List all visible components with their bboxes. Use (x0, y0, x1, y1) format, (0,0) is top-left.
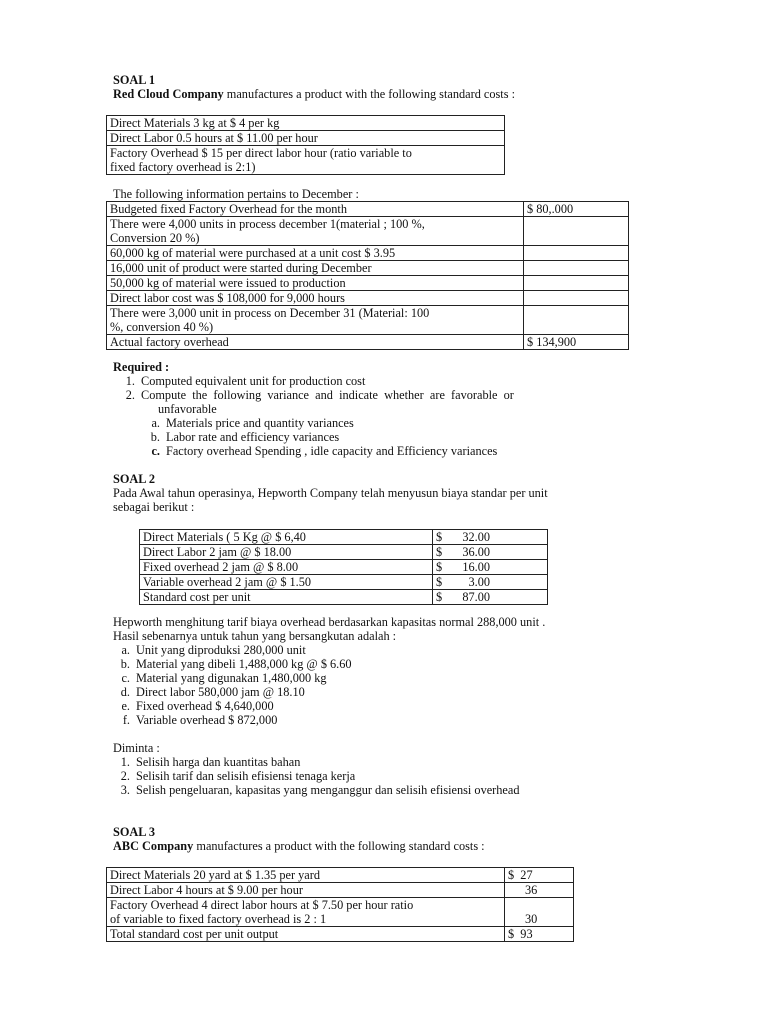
table-cell: Direct Materials ( 5 Kg @ $ 6,40 (140, 530, 433, 545)
list-text: Materials price and quantity variances (166, 416, 354, 430)
list-marker: 3. (120, 783, 130, 797)
list-marker: c. (151, 444, 160, 458)
table-row (107, 246, 629, 261)
table-cell: Fixed overhead 2 jam @ $ 8.00 (140, 560, 433, 575)
list-text: Material yang dibeli 1,488,000 kg @ $ 6.60 (136, 657, 352, 671)
soal3-heading: SOAL 3 (113, 825, 156, 839)
table-row (107, 883, 574, 898)
currency: $ (436, 545, 443, 559)
currency: $ (436, 530, 443, 544)
table-cell: $ 80,.000 (524, 202, 629, 217)
table-cell (505, 898, 574, 927)
soal2-diminta-label: Diminta : (113, 741, 160, 755)
list-item (108, 755, 300, 769)
soal2-paragraph-line2: Hasil sebenarnya untuk tahun yang bersangkutan adalah : (113, 629, 397, 643)
list-text: Fixed overhead $ 4,640,000 (136, 699, 274, 713)
list-text: Unit yang diproduksi 280,000 unit (136, 643, 306, 657)
list-item (138, 444, 497, 458)
amount: 87.00 (462, 590, 490, 604)
soal2-intro-line1: Pada Awal tahun operasinya, Hepworth Company telah menyusun biaya standar per unit (113, 486, 548, 500)
table-row (107, 291, 629, 306)
table-cell (524, 276, 629, 291)
table-cell-line: There were 3,000 unit in process on December 31 (Material: 100 (110, 306, 430, 320)
list-marker: a. (151, 416, 160, 430)
table-cell (524, 217, 629, 246)
table-cell-line: Conversion 20 %) (110, 231, 200, 245)
soal1-heading: SOAL 1 (113, 73, 156, 87)
table-row (140, 530, 548, 545)
soal2-paragraph-line1: Hepworth menghitung tarif biaya overhead berdasarkan kapasitas normal 288,000 unit . (113, 615, 546, 629)
list-item (108, 643, 306, 657)
table-cell: $ 27 (505, 868, 574, 883)
table-cell: Direct Labor 2 jam @ $ 18.00 (140, 545, 433, 560)
soal3-intro (113, 839, 485, 853)
table-cell: Direct labor cost was $ 108,000 for 9,000 hours (107, 291, 524, 306)
list-text: Computed equivalent unit for production cost (141, 374, 366, 388)
table-cell (433, 545, 548, 560)
list-marker: 1. (125, 374, 135, 388)
list-marker: c. (121, 671, 130, 685)
table-cell-line: of variable to fixed factory overhead is 2 : 1 (110, 912, 327, 926)
currency: $ (436, 575, 443, 589)
table-row (107, 261, 629, 276)
table-cell: $ 134,900 (524, 335, 629, 350)
list-text-continuation: unfavorable (158, 402, 217, 416)
amount: 30 (525, 912, 538, 926)
table-cell: 60,000 kg of material were purchased at a unit cost $ 3.95 (107, 246, 524, 261)
table-cell (433, 590, 548, 605)
list-item (108, 699, 274, 713)
table-cell: Direct Materials 3 kg at $ 4 per kg (107, 116, 505, 131)
soal1-info-table (106, 201, 629, 350)
table-cell-line: fixed factory overhead is 2:1) (110, 160, 256, 174)
soal1-standard-table (106, 115, 505, 175)
table-row (140, 545, 548, 560)
table-cell (107, 217, 524, 246)
list-marker: 1. (120, 755, 130, 769)
amount: 3.00 (468, 575, 490, 589)
table-cell-line: Factory Overhead 4 direct labor hours at $ 7.50 per hour ratio (110, 898, 414, 912)
table-cell (433, 530, 548, 545)
table-cell: Direct Labor 0.5 hours at $ 11.00 per hour (107, 131, 505, 146)
table-cell: Direct Labor 4 hours at $ 9.00 per hour (107, 883, 505, 898)
amount: 36.00 (462, 545, 490, 559)
table-row (107, 898, 574, 927)
soal2-intro-line2: sebagai berikut : (113, 500, 195, 514)
table-cell: Standard cost per unit (140, 590, 433, 605)
amount: 16.00 (462, 560, 490, 574)
list-item (108, 657, 352, 671)
soal2-standard-table (139, 529, 548, 605)
table-cell: $ 93 (505, 927, 574, 942)
amount: 36 (525, 883, 538, 897)
list-marker: d. (120, 685, 130, 699)
list-text: Selish pengeluaran, kapasitas yang menganggur dan selisih efisiensi overhead (136, 783, 520, 797)
table-row (107, 335, 629, 350)
list-text: Compute the following variance and indicate whether are favorable or (141, 388, 514, 402)
table-cell (524, 246, 629, 261)
list-item (108, 769, 355, 783)
table-cell (107, 898, 505, 927)
list-item (108, 713, 277, 727)
list-text: Direct labor 580,000 jam @ 18.10 (136, 685, 305, 699)
table-cell (433, 560, 548, 575)
list-item (113, 374, 365, 388)
table-cell (524, 261, 629, 276)
list-marker: b. (120, 657, 130, 671)
soal1-info-intro: The following information pertains to December : (113, 187, 359, 201)
currency: $ (436, 560, 443, 574)
table-cell: Direct Materials 20 yard at $ 1.35 per yard (107, 868, 505, 883)
table-cell: Variable overhead 2 jam @ $ 1.50 (140, 575, 433, 590)
soal3-intro-text: manufactures a product with the following standard costs : (196, 839, 485, 853)
amount: 32.00 (462, 530, 490, 544)
table-row (107, 217, 629, 246)
soal3-standard-table (106, 867, 574, 942)
list-marker: 2. (120, 769, 130, 783)
soal1-intro-text: manufactures a product with the following standard costs : (226, 87, 516, 101)
list-marker: b. (150, 430, 160, 444)
list-item (138, 416, 354, 430)
soal1-required-label: Required : (113, 360, 170, 374)
list-item (108, 783, 520, 797)
list-marker: e. (121, 699, 130, 713)
list-marker: f. (122, 713, 130, 727)
list-marker: 2. (125, 388, 135, 402)
list-text: Factory overhead Spending , idle capacity and Efficiency variances (166, 444, 498, 458)
table-cell-line: There were 4,000 units in process december 1(material ; 100 %, (110, 217, 425, 231)
soal3-company: ABC Company (113, 839, 194, 853)
soal2-heading: SOAL 2 (113, 472, 156, 486)
table-row (107, 868, 574, 883)
table-row (140, 575, 548, 590)
soal1-intro (113, 87, 515, 101)
table-row (140, 590, 548, 605)
table-cell (433, 575, 548, 590)
table-row (107, 927, 574, 942)
list-item (108, 671, 327, 685)
list-item (113, 388, 655, 402)
list-text: Selisih tarif dan selisih efisiensi tenaga kerja (136, 769, 356, 783)
table-cell-line: Factory Overhead $ 15 per direct labor hour (ratio variable to (110, 146, 412, 160)
table-cell (524, 291, 629, 306)
table-cell: Actual factory overhead (107, 335, 524, 350)
table-cell (505, 883, 574, 898)
table-row (140, 560, 548, 575)
list-text: Labor rate and efficiency variances (166, 430, 340, 444)
table-cell-line: %, conversion 40 %) (110, 320, 214, 334)
list-item (108, 685, 305, 699)
table-cell: 16,000 unit of product were started during December (107, 261, 524, 276)
table-cell: 50,000 kg of material were issued to production (107, 276, 524, 291)
list-text: Variable overhead $ 872,000 (136, 713, 278, 727)
list-marker: a. (121, 643, 130, 657)
table-cell (524, 306, 629, 335)
table-cell (107, 306, 524, 335)
list-text: Selisih harga dan kuantitas bahan (136, 755, 301, 769)
table-cell: Budgeted fixed Factory Overhead for the month (107, 202, 524, 217)
table-cell (107, 146, 505, 175)
table-row (107, 276, 629, 291)
soal1-company: Red Cloud Company (113, 87, 224, 101)
table-row (107, 306, 629, 335)
currency: $ (436, 590, 443, 604)
table-cell: Total standard cost per unit output (107, 927, 505, 942)
list-item (138, 430, 339, 444)
list-text: Material yang digunakan 1,480,000 kg (136, 671, 327, 685)
table-row (107, 202, 629, 217)
